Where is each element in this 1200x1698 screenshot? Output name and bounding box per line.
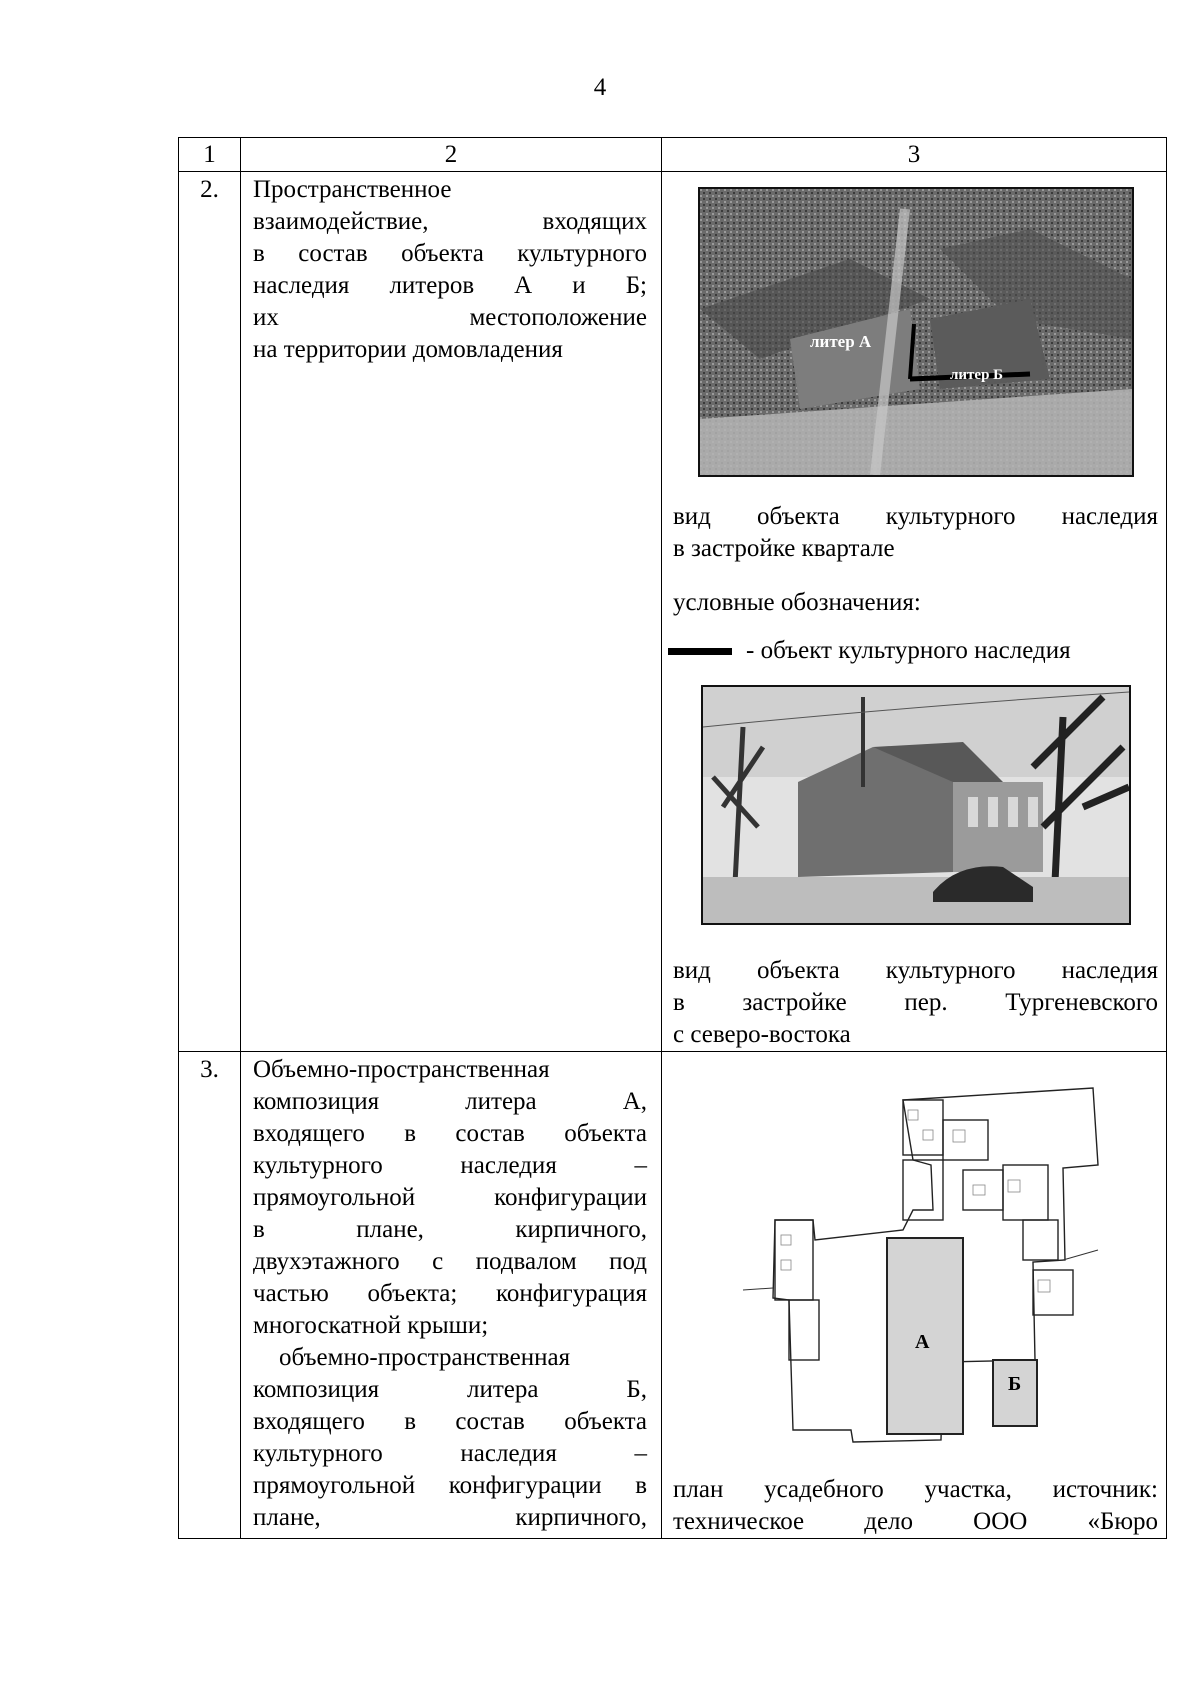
description-line: объемно-пространственная [279,1344,571,1371]
street-photo-caption [673,955,1158,1051]
caption-line: с северо-востока [673,1021,851,1048]
header-cell-2: 2 [241,138,662,172]
legend-swatch [668,648,732,655]
description-line: входящего в состав объекта [253,1408,647,1435]
caption-line: в застройке пер. Тургеневского [673,989,1158,1016]
description-line: входящего в состав объекта [253,1120,647,1147]
table-header-row [179,138,1167,172]
description-line: в состав объекта культурного [253,240,647,267]
aerial-photo [698,187,1134,477]
description-line: прямоугольной конфигурации [253,1184,647,1211]
street-photo [701,685,1131,925]
plan-litera-b: Б [1008,1373,1022,1395]
description-line: Объемно-пространственная [253,1056,550,1083]
caption-line: вид объекта культурного наследия [673,957,1158,984]
description-line: их местоположение [253,304,647,331]
aerial-photo-caption [673,501,1158,565]
description-line: взаимодействие, входящих [253,208,647,235]
caption-line: план усадебного участка, источник: [673,1476,1158,1503]
legend-title: условные обозначения: [673,589,921,616]
description-line: на территории домовладения [253,336,563,363]
row-illustrations [662,172,1167,1052]
caption-line: в застройке квартале [673,535,895,562]
heritage-table [178,137,1167,1539]
description-line: двухэтажного с подвалом под [253,1248,647,1275]
legend [668,635,1158,667]
description-line: наследия литеров А и Б; [253,272,647,299]
description-line: прямоугольной конфигурации в [253,1472,647,1499]
row-illustrations [662,1052,1167,1539]
header-cell-1: 1 [179,138,241,172]
table-row [179,172,1167,1052]
plan-litera-a: А [915,1331,930,1353]
row-number: 2. [179,172,241,1052]
description-line: композиция литера Б, [253,1376,647,1403]
header-cell-3: 3 [662,138,1167,172]
legend-label: - объект культурного наследия [746,637,1071,664]
description-line: плане, кирпичного, [253,1504,647,1531]
row-description [241,1052,662,1539]
description-line: многоскатной крыши; [253,1312,489,1339]
plan-caption [673,1474,1158,1538]
description-line: культурного наследия – [253,1440,647,1467]
site-plan [703,1070,1123,1455]
litera-a-label: литер А [809,332,871,351]
description-line: композиция литера А, [253,1088,647,1115]
caption-line: техническое дело ООО «Бюро [673,1508,1158,1535]
table-row [179,1052,1167,1539]
litera-b-label: литер Б [949,367,1003,383]
description-line: частью объекта; конфигурация [253,1280,647,1307]
description-line: культурного наследия – [253,1152,647,1179]
caption-line: вид объекта культурного наследия [673,503,1158,530]
row-description [241,172,662,1052]
description-line: Пространственное [253,176,452,203]
description-line: в плане, кирпичного, [253,1216,647,1243]
page-number: 4 [593,74,607,101]
row-number: 3. [179,1052,241,1539]
